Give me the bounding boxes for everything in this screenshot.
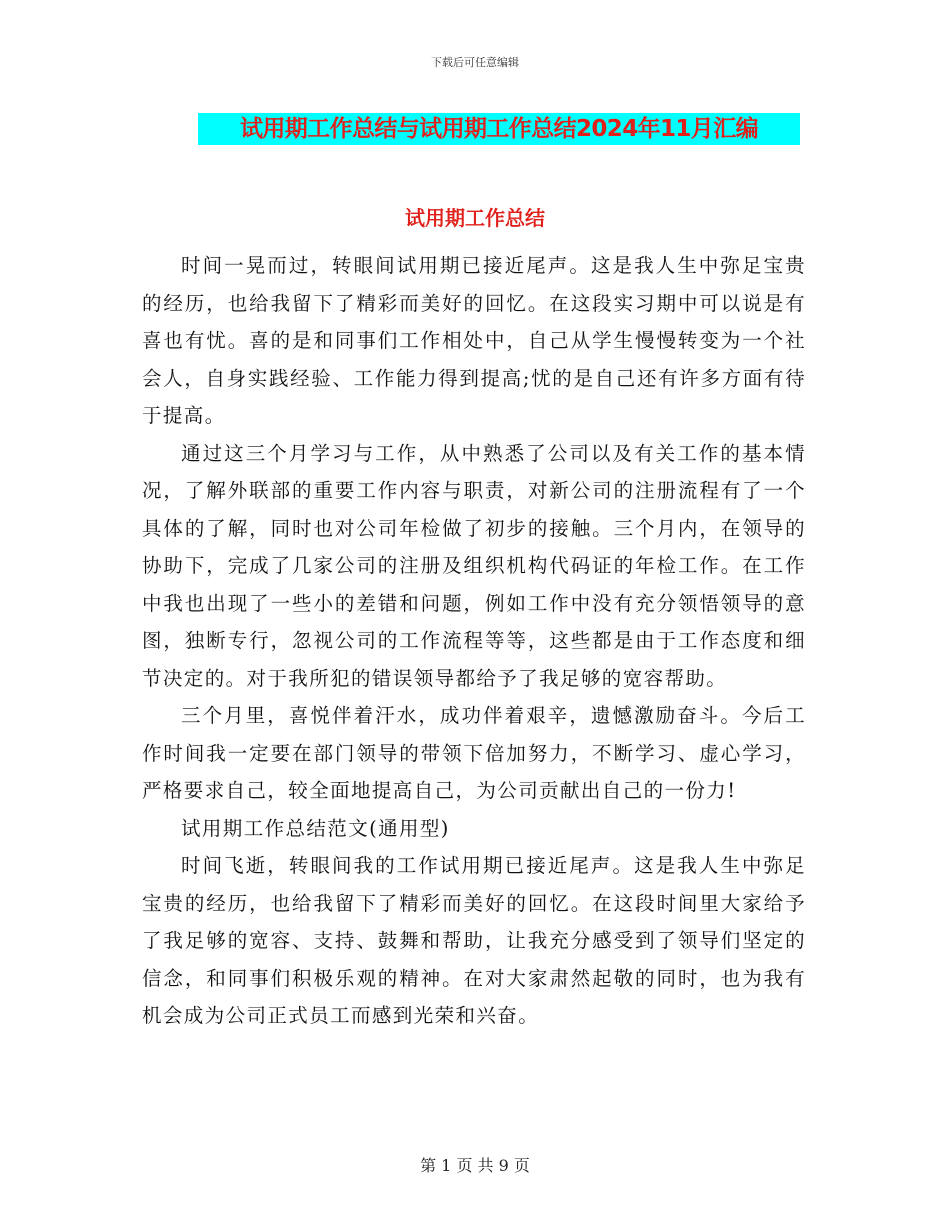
page-number: 第 1 页 共 9 页	[420, 1156, 530, 1175]
document-body	[142, 247, 806, 1035]
section-title: 试用期工作总结	[405, 206, 545, 230]
paragraph-4: 时间飞逝，转眼间我的工作试用期已接近尾声。这是我人生中弥足宝贵的经历，也给我留下了精彩而美好的回忆。在这段时间里大家给予了我足够的宽容、支持、鼓舞和帮助，让我充分感受到了领导们坚定的信念，和同事们积极乐观的精神。在对大家肃然起敬的同时，也为我有机会成为公司正式员工而感到光荣和兴奋。	[142, 854, 806, 1027]
subheading-sample: 试用期工作总结范文(通用型)	[181, 816, 450, 840]
paragraph-3: 三个月里，喜悦伴着汗水，成功伴着艰辛，遗憾激励奋斗。今后工作时间我一定要在部门领导的带领下倍加努力，不断学习、虚心学习，严格要求自己，较全面地提高自己，为公司贡献出自己的一份力!	[142, 704, 806, 802]
header-note: 下载后可任意编辑	[431, 56, 519, 69]
paragraph-2: 通过这三个月学习与工作，从中熟悉了公司以及有关工作的基本情况，了解外联部的重要工作内容与职责，对新公司的注册流程有了一个具体的了解，同时也对公司年检做了初步的接触。三个月内，在领导的协助下，完成了几家公司的注册及组织机构代码证的年检工作。在工作中我也出现了一些小的差错和问题，例如工作中没有充分领悟领导的意图，独断专行，忽视公司的工作流程等等，这些都是由于工作态度和细节决定的。对于我所犯的错误领导都给予了我足够的宽容帮助。	[142, 441, 806, 690]
paragraph-1: 时间一晃而过，转眼间试用期已接近尾声。这是我人生中弥足宝贵的经历，也给我留下了精彩而美好的回忆。在这段实习期中可以说是有喜也有忧。喜的是和同事们工作相处中，自己从学生慢慢转变为一个社会人，自身实践经验、工作能力得到提高;忧的是自己还有许多方面有待于提高。	[142, 254, 806, 427]
main-title-highlight	[198, 113, 800, 145]
main-title: 试用期工作总结与试用期工作总结2024年11月汇编	[239, 116, 759, 142]
